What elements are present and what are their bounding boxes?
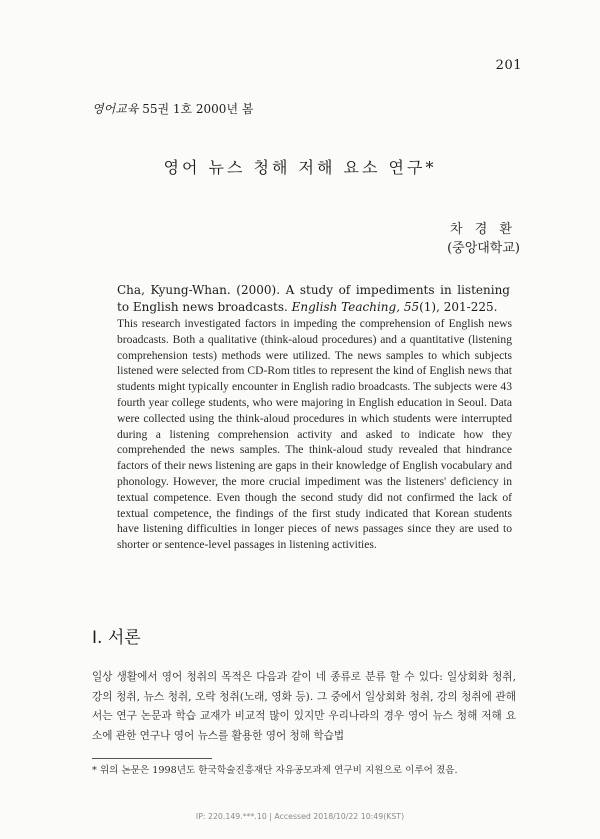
body-paragraph: 일상 생활에서 영어 청취의 목적은 다음과 같이 네 종류로 분류 할 수 있다: 일상회화 청취, 강의 청취, 뉴스 청취, 오락 청취(노래, 영화 등). 그 중에서 일상회화 청취, 강의 청취에 관해서는 연구 논문과 학습 교재가 비교적 많이 있지만 우리나라의 경우 영어 뉴스 청해 저해 요소에 관한 연구나 영어 뉴스를 활용한 영어 청해 학습법 bbox=[92, 671, 516, 742]
journal-name: 영어교육 bbox=[92, 102, 139, 116]
page-number: 201 bbox=[495, 58, 522, 73]
citation-text: Cha, Kyung-Whan. (2000). A study of impediments in listening to English news broadcasts. bbox=[117, 283, 510, 314]
abstract: This research investigated factors in impeding the comprehension of English news broadcasts. Both a qualitative (think-aloud procedures) and a quantitative (listening comprehension tests) methods were utilized. The news samples to which subjects listened were selected from CD-Rom titles to represent the kind of English news that students might typically encounter in English radio broadcasts. The subjects were 43 fourth year college students, who were majoring in English education in Seoul. Data were collected using the think-aloud procedures in which students were interrupted during a listening comprehension activity and asked to indicate how they comprehended the news samples. The think-aloud study revealed that hindrance factors of their news listening are gaps in their knowledge of English vocabulary and phonology. However, the more crucial impediment was the listeners' deficiency in textual competence. Even though the second study did not confirmed the lack of textual competence, the findings of the first study indicated that Korean students have listening difficulties in longer pieces of news passages since they are used to shorter or sentence-level passages in listening activities. bbox=[117, 317, 512, 552]
section-heading: I. 서론 bbox=[92, 628, 141, 648]
footnote-divider bbox=[92, 758, 212, 759]
access-footer: IP: 220.149.***.10 | Accessed 2018/10/22 10:49(KST) bbox=[195, 812, 405, 821]
author-affiliation: (중앙대학교) bbox=[447, 241, 520, 256]
author-name: 차 경 환 bbox=[450, 222, 516, 237]
journal-header bbox=[92, 100, 253, 117]
citation-journal: English Teaching, 55 bbox=[291, 300, 420, 314]
article-title: 영어 뉴스 청해 저해 요소 연구* bbox=[163, 158, 437, 177]
footnote: * 위의 논문은 1998년도 한국학술진흥재단 자유공모과제 연구비 지원으로 이루어 졌음. bbox=[92, 765, 458, 776]
citation bbox=[117, 282, 510, 316]
citation-issue-pages: (1), 201-225. bbox=[419, 300, 498, 314]
journal-issue: 55권 1호 2000년 봄 bbox=[138, 102, 254, 116]
